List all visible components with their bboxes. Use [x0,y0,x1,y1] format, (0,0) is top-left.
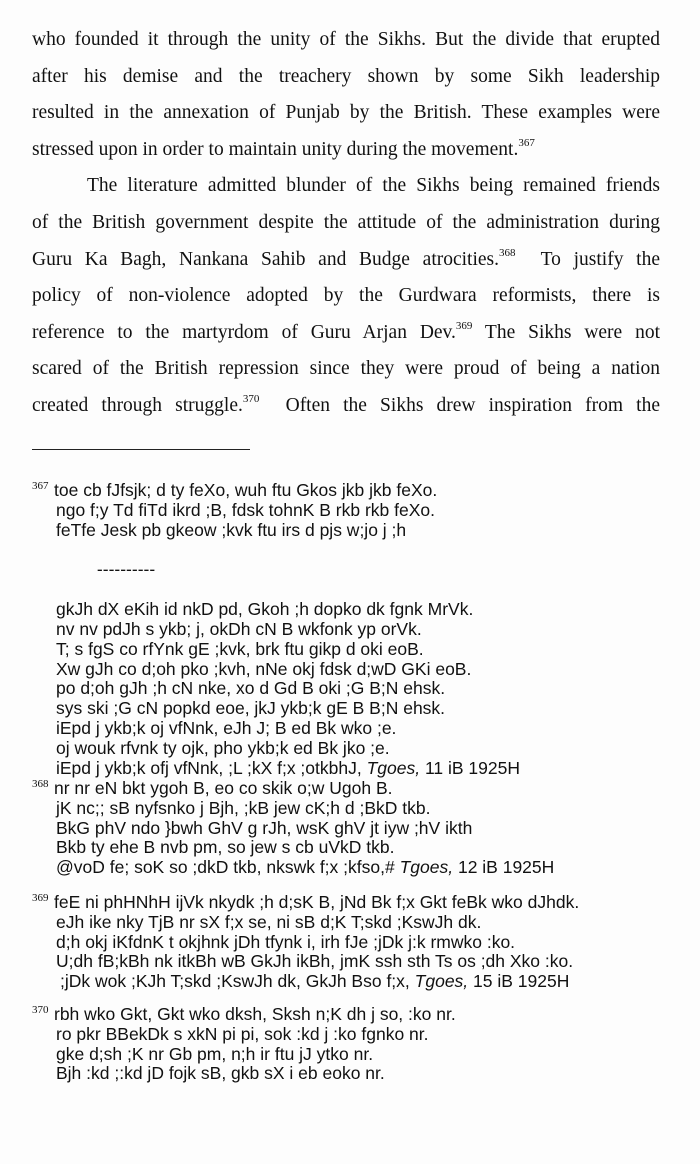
footnote-line: gkJh dX eKih id nkD pd, Gkoh ;h dopko dk fgnk MrVk. [56,599,474,620]
body-line: who founded it through the unity of the Sikhs. But the divide that erupted [32,29,660,50]
footnote-number: 368 [32,778,49,790]
footnote-369 [32,893,579,992]
footnote-370 [32,1005,456,1084]
footnote-line: BkG phV ndo }bwh GhV g rJh, wsK ghV jt iyw ;hV ikth [56,817,473,838]
body-line-paragraph-start: The literature admitted blunder of the Sikhs being remained friends [87,175,660,197]
footnote-line: ro pkr BBekDk s xkN pi pi, sok :kd j :ko fgnko nr. [56,1023,429,1044]
body-line: after his demise and the treachery shown by some Sikh leadership [32,65,660,87]
footnote-number: 367 [32,480,49,492]
footnote-number: 370 [32,1004,49,1016]
footnote-reference-370[interactable]: 370 [242,392,260,405]
footnote-number: 369 [32,892,49,904]
footnote-line: gke d;sh ;K nr Gb pm, n;h ir ftu jJ ytko nr. [56,1043,374,1064]
footnote-line-with-citation: ;jDk wok ;KJh T;skd ;KswJh dk, GkJh Bso f;x, Tgoes, 15 iB 1925H [60,971,570,992]
footnote-line: feTfe Jesk pb gkeow ;kvk ftu irs d pjs w;jo j ;h [56,519,407,540]
citation-source: Tgoes, [366,757,421,778]
footnote-line: T; s fgS co rfYnk gE ;kvk, brk ftu gikp d oki eoB. [56,638,424,659]
citation-source: Tgoes, [399,857,454,878]
footnote-line: nr nr eN bkt ygoh B, eo co skik o;w Ugoh B. [54,778,393,798]
body-text [32,22,660,425]
footnote-line: d;h okj iKfdnK t okjhnk jDh tfynk i, irh fJe ;jDk j:k rmwko :ko. [56,931,516,952]
citation-source: Tgoes, [414,971,469,992]
footnote-line: sys ski ;G cN popkd eoe, jkJ ykb;k gE B B;N ehsk. [56,698,446,719]
footnote-line: U;dh fB;kBh nk itkBh wB GkJh ikBh, jmK ssh sth Ts os ;dh Xko :ko. [56,951,574,972]
body-line: created through struggle.$^{370}$ Often the Sikhs drew inspiration from the [32,392,660,416]
body-line: Guru Ka Bagh, Nankana Sahib and Budge atrocities.$^{368}$ To justify the [32,246,660,270]
footnote-reference-369[interactable]: 369 [455,319,473,332]
citation-date: 11 iB 1925H [424,757,521,778]
footnote-line: Xw gJh co d;oh pko ;kvh, nNe okj fdsk d;wD GKi eoB. [56,658,472,679]
body-line: reference to the martyrdom of Guru Arjan Dev.$^{369}$ The Sikhs were not [32,319,660,343]
footnote-367 [32,481,530,778]
footnote-reference-368[interactable]: 368 [499,246,516,259]
footnote-line: Bkb ty ehe B nvb pm, so jew s cb uVkD tkb. [56,837,395,858]
footnote-line: jK nc;; sB nyfsnko j Bjh, ;kB jew cK;h d ;BkD tkb. [56,797,431,818]
footnote-368 [32,779,554,878]
footnote-line: rbh wko Gkt, Gkt wko dksh, Sksh n;K dh j so, :ko nr. [54,1004,456,1024]
footnote-reference-367[interactable]: 367 [518,136,535,149]
citation-date: 12 iB 1925H [457,857,555,878]
footnote-line-with-citation: @voD fe; soK so ;dkD tkb, nkswk f;x ;kfso,# Tgoes, 12 iB 1925H [56,857,555,878]
footnote-line: eJh ike nky TjB nr sX f;x se, ni sB d;K T;skd ;KswJh dk. [56,911,482,932]
body-line: scared of the British repression since they were proud of being a nation [32,358,660,380]
footnote-line: iEpd j ykb;k oj vfNnk, eJh J; B ed Bk wko ;e. [56,717,397,738]
body-line: of the British government despite the attitude of the administration during [32,211,660,233]
footnote-ellipsis-dashes: ---------- [96,559,156,580]
body-line: stressed upon in order to maintain unity during the movement.$^{367}$ [32,136,535,160]
footnote-line: nv nv pdJh s ykb; j, okDh cN B wkfonk yp orVk. [56,618,422,639]
footnote-line: po d;oh gJh ;h cN nke, xo d Gd B oki ;G B;N ehsk. [56,678,446,699]
citation-date: 15 iB 1925H [473,971,570,992]
body-line: resulted in the annexation of Punjab by the British. These examples were [32,102,660,124]
footnote-separator [32,449,250,450]
footnote-line: Bjh :kd ;:kd jD fojk sB, gkb sX i eb eoko nr. [56,1063,385,1084]
body-line: policy of non-violence adopted by the Gurdwara reformists, there is [32,285,660,307]
footnote-line: ngo f;y Td fiTd ikrd ;B, fdsk tohnK B rkb rkb feXo. [56,499,436,520]
footnote-line: oj wouk rfvnk ty ojk, pho ykb;k ed Bk jko ;e. [56,737,390,758]
footnote-line: toe cb fJfsjk; d ty feXo, wuh ftu Gkos jkb jkb feXo. [54,480,438,500]
footnote-line-with-citation: iEpd j ykb;k ofj vfNnk, ;L ;kX f;x ;otkbhJ, Tgoes, 11 iB 1925H [56,757,521,778]
footnote-line: feE ni phHNhH ijVk nkydk ;h d;sK B, jNd Bk f;x Gkt feBk wko dJhdk. [54,892,580,912]
